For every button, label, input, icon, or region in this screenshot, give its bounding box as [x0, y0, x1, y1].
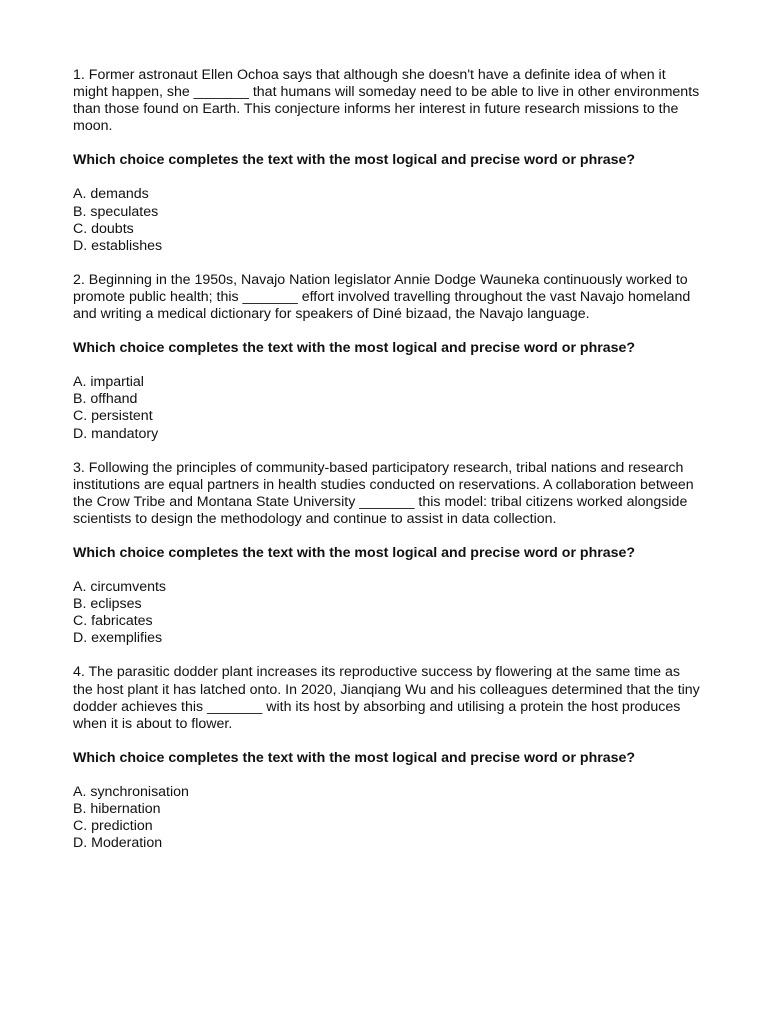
document-page: [73, 67, 703, 869]
answer-choice-d: D. Moderation: [73, 835, 163, 852]
answer-choice-c: C. prediction: [73, 818, 153, 835]
answer-choice-c: C. doubts: [73, 220, 134, 237]
answer-choices: [73, 374, 703, 442]
answer-choices: [73, 186, 703, 254]
answer-choice-c: C. fabricates: [73, 613, 153, 630]
answer-choice-a: A. circumvents: [73, 579, 167, 596]
answer-choice-d: D. establishes: [73, 237, 163, 254]
answer-choice-a: A. demands: [73, 186, 149, 203]
question-prompt: Which choice completes the text with the most logical and precise word or phrase?: [73, 749, 636, 766]
question-1: [73, 67, 703, 255]
question-prompt: Which choice completes the text with the most logical and precise word or phrase?: [73, 544, 636, 561]
answer-choice-b: B. eclipses: [73, 596, 142, 613]
question-3: [73, 460, 703, 648]
question-4: [73, 664, 703, 852]
answer-choice-b: B. hibernation: [73, 801, 161, 817]
question-prompt: Which choice completes the text with the most logical and precise word or phrase?: [73, 340, 636, 357]
answer-choice-b: B. offhand: [73, 391, 138, 408]
question-2: [73, 272, 703, 443]
question-prompt: Which choice completes the text with the most logical and precise word or phrase?: [73, 152, 636, 169]
answer-choice-d: D. mandatory: [73, 425, 159, 442]
question-passage: 2. Beginning in the 1950s, Navajo Nation legislator Annie Dodge Wauneka continuously worked to promote public health; this _______ effort involved travelling throughout the vast Navajo homeland and writing a medical dictionary for speakers of Diné bizaad, the Navajo language.: [73, 271, 691, 323]
answer-choice-b: B. speculates: [73, 203, 159, 220]
answer-choice-c: C. persistent: [73, 408, 153, 425]
question-passage: 3. Following the principles of community-based participatory research, tribal nations and research institutions are equal partners in health studies conducted on reservations. A collaboration between the Crow Tribe and Montana State University _______ this model: tribal citizens worked alongside scientists to design the methodology and continue to assist in data collection.: [73, 459, 694, 527]
question-passage: 4. The parasitic dodder plant increases its reproductive success by flowering at the same time as the host plant it has latched onto. In 2020, Jianqiang Wu and his colleagues determined that the tiny dodder achieves this _______ with its host by absorbing and utilising a protein the host produces when it is about to flower.: [73, 664, 700, 732]
answer-choices: [73, 784, 703, 852]
answer-choice-d: D. exemplifies: [73, 630, 163, 647]
answer-choice-a: A. impartial: [73, 374, 144, 391]
answer-choice-a: A. synchronisation: [73, 783, 189, 800]
question-passage: 1. Former astronaut Ellen Ochoa says that although she doesn't have a definite idea of when it might happen, she _______ that humans will someday need to be able to live in other environments than those found on Earth. This conjecture informs her interest in future research missions to the moon.: [73, 67, 700, 135]
answer-choices: [73, 579, 703, 647]
